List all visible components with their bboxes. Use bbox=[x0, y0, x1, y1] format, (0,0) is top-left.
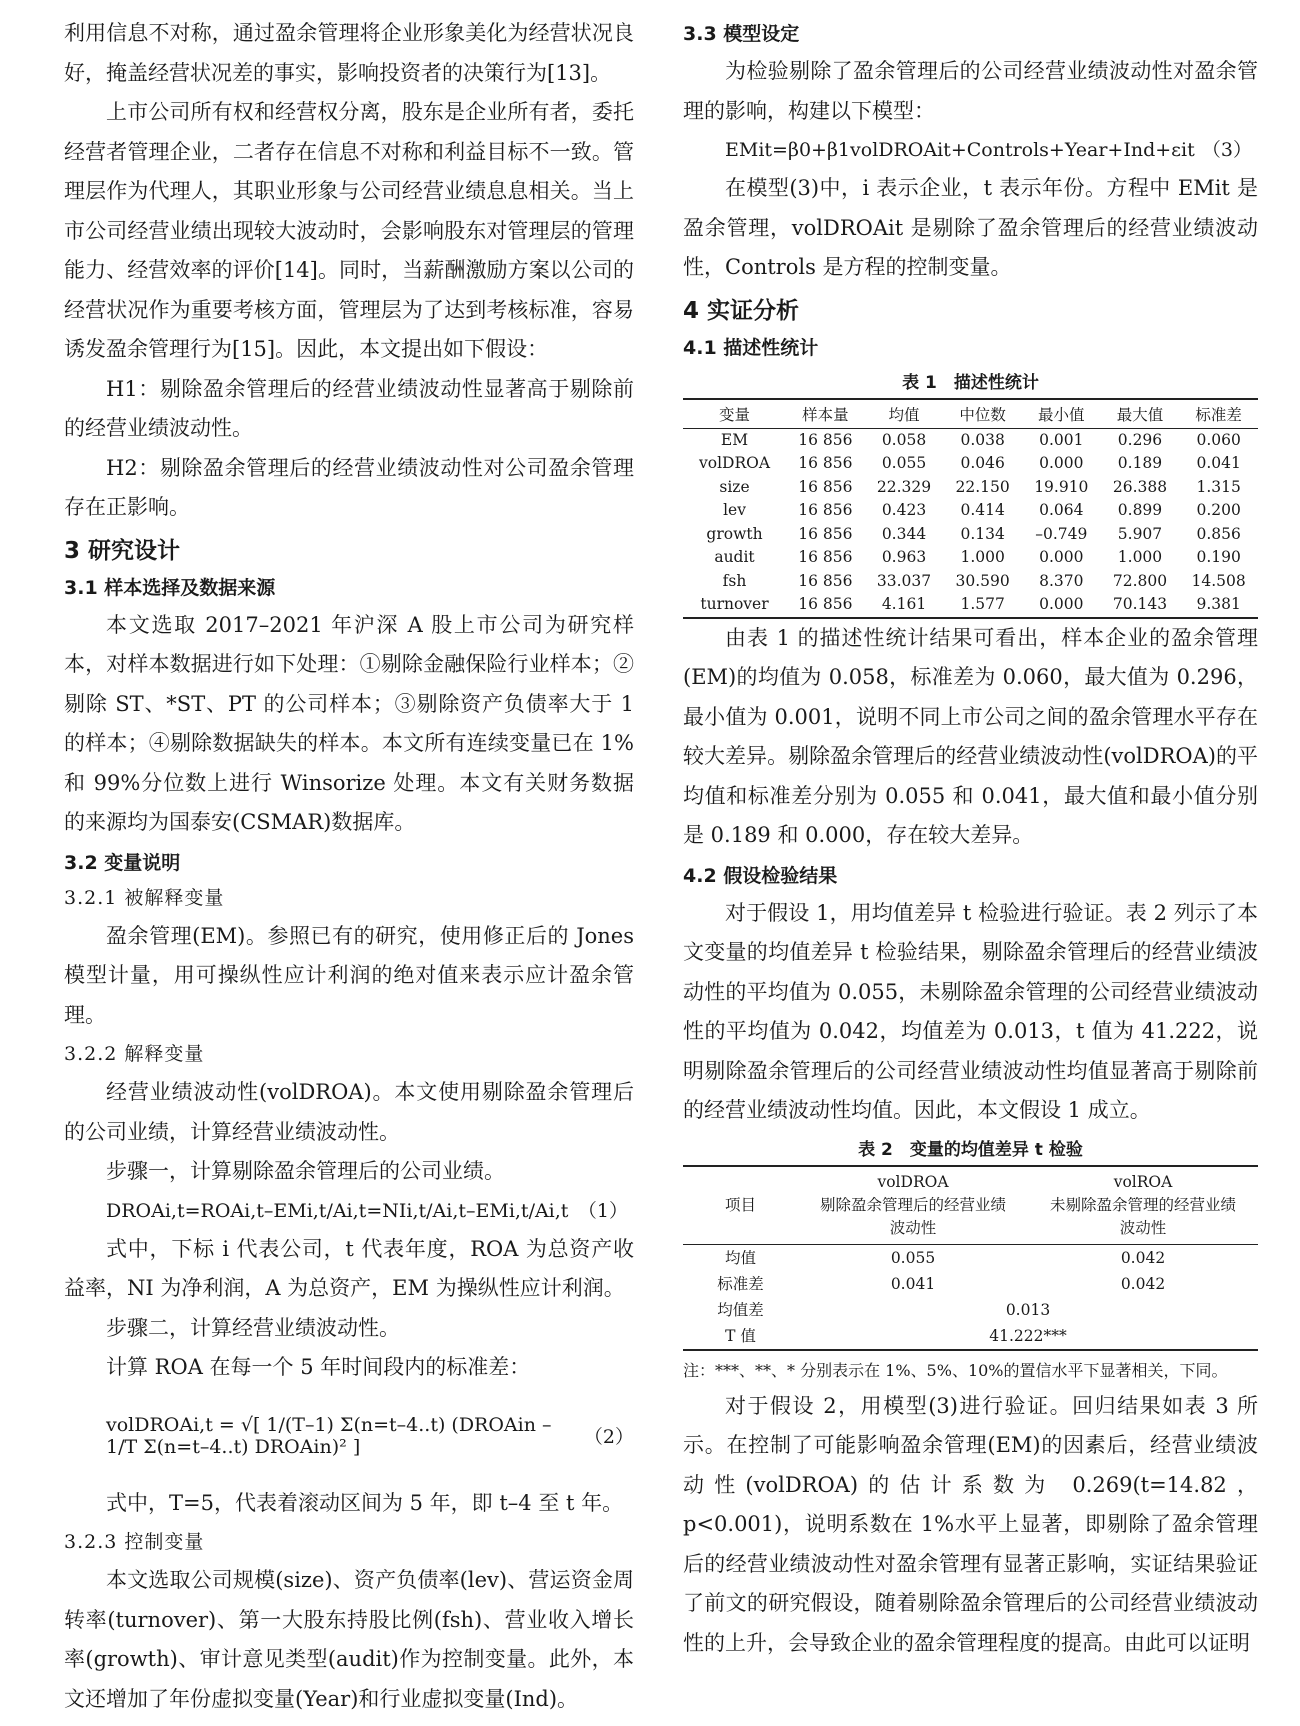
table-cell: 0.060 bbox=[1196, 430, 1241, 449]
table-cell: 9.381 bbox=[1196, 595, 1241, 613]
table-cell: 70.143 bbox=[1112, 595, 1168, 613]
table-cell: size bbox=[719, 477, 750, 496]
table-cell: 16 856 bbox=[798, 571, 853, 590]
table-cell: 0.423 bbox=[881, 501, 927, 519]
paragraph: 在模型(3)中，i 表示企业，t 表示年份。方程中 EMit 是盈余管理，volDROAit 是剔除了盈余管理后的经营业绩波动性，Controls 是方程的控制变量。 bbox=[683, 176, 1258, 279]
table-header: 最大值 bbox=[1101, 399, 1180, 429]
table-row bbox=[683, 452, 1258, 476]
table-header bbox=[798, 1166, 1028, 1245]
subsubsection-heading: 3.2.1 被解释变量 bbox=[64, 886, 225, 909]
table-cell: 0.190 bbox=[1196, 548, 1241, 566]
table-cell: 16 856 bbox=[798, 454, 853, 472]
table-row bbox=[683, 570, 1258, 594]
table-cell: 1.315 bbox=[1196, 477, 1241, 496]
table-header bbox=[1028, 1166, 1258, 1245]
table-cell: 33.037 bbox=[876, 571, 932, 590]
table-header-row bbox=[683, 399, 1258, 429]
left-column bbox=[64, 14, 634, 1719]
subsubsection-heading: 3.2.2 解释变量 bbox=[64, 1043, 205, 1065]
table-cell: 1.000 bbox=[1117, 548, 1163, 566]
table-2 bbox=[683, 1165, 1258, 1351]
table-cell: 0.041 bbox=[1196, 454, 1241, 472]
table-cell: fsh bbox=[722, 571, 747, 590]
header-line: 波动性 bbox=[889, 1218, 937, 1237]
equation-text: volDROAi,t = √[ 1/(T–1) Σ(n=t–4..t) (DROAin – 1/T Σ(n=t–4..t) DROAin)² ] bbox=[106, 1413, 552, 1458]
table-cell: 22.150 bbox=[955, 477, 1010, 496]
table-cell: 0.296 bbox=[1117, 430, 1163, 449]
table-cell: 16 856 bbox=[798, 430, 853, 449]
table-cell: 16 856 bbox=[798, 595, 853, 613]
table-cell: turnover bbox=[700, 595, 769, 613]
equation-number: （1） bbox=[577, 1199, 628, 1222]
paragraph: 利用信息不对称，通过盈余管理将企业形象美化为经营状况良好，掩盖经营状况差的事实，影响投资者的决策行为[13]。 bbox=[64, 21, 634, 85]
table-cell: 0.013 bbox=[1005, 1300, 1051, 1319]
table-cell: 14.508 bbox=[1191, 571, 1246, 590]
table-cell: 0.963 bbox=[881, 548, 927, 566]
table-row bbox=[683, 499, 1258, 523]
table-body bbox=[683, 428, 1258, 618]
paragraph: 为检验剔除了盈余管理后的公司经营业绩波动性对盈余管理的影响，构建以下模型： bbox=[683, 59, 1258, 123]
table-cell: 26.388 bbox=[1112, 477, 1168, 496]
table-cell: –0.749 bbox=[1035, 524, 1088, 543]
header-line: volDROA bbox=[877, 1172, 949, 1191]
table-cell: 0.042 bbox=[1120, 1274, 1166, 1293]
table-cell: audit bbox=[714, 548, 755, 566]
paragraph: 上市公司所有权和经营权分离，股东是企业所有者，委托经营者管理企业，二者存在信息不对称和利益目标不一致。管理层作为代理人，其职业形象与公司经营业绩息息相关。当上市公司经营业绩出现较大波动时，会影响股东对管理层的管理能力、经营效率的评价[14]。同时，当薪酬激励方案以公司的经营状况作为重要考核方面，管理层为了达到考核标准，容易诱发盈余管理行为[15]。因此，本文提出如下假设： bbox=[64, 100, 634, 361]
header-line: 未剔除盈余管理的经营业绩 bbox=[1049, 1195, 1236, 1214]
table-cell: 0.058 bbox=[881, 430, 927, 449]
subsection-heading: 4.1 描述性统计 bbox=[683, 336, 819, 359]
paragraph: 式中，下标 i 代表公司，t 代表年度，ROA 为总资产收益率，NI 为净利润，A 为总资产，EM 为操纵性应计利润。 bbox=[64, 1236, 634, 1300]
table-header: 项目 bbox=[683, 1166, 798, 1245]
table-header: 变量 bbox=[683, 399, 786, 429]
table-cell: 1.577 bbox=[960, 595, 1005, 613]
table-1-caption: 表 1 描述性统计 bbox=[902, 372, 1039, 393]
table-cell: 1.000 bbox=[960, 548, 1005, 566]
table-cell: 8.370 bbox=[1039, 571, 1084, 590]
subsubsection-heading: 3.2.3 控制变量 bbox=[64, 1531, 205, 1553]
right-column bbox=[683, 14, 1258, 1663]
table-cell: 0.055 bbox=[881, 454, 927, 472]
table-cell: 0.042 bbox=[1120, 1248, 1166, 1267]
section-heading: 3 研究设计 bbox=[64, 537, 181, 564]
hypothesis-h2: H2：剔除盈余管理后的经营业绩波动性对公司盈余管理存在正影响。 bbox=[64, 455, 634, 519]
table-cell: 16 856 bbox=[798, 548, 853, 566]
paragraph: 式中，T=5，代表着滚动区间为 5 年，即 t–4 至 t 年。 bbox=[106, 1490, 624, 1515]
table-header-row bbox=[683, 1166, 1258, 1245]
equation-text: DROAi,t=ROAi,t–EMi,t/Ai,t=NIi,t/Ai,t–EMi,t/Ai,t bbox=[106, 1199, 569, 1222]
table-cell: EM bbox=[720, 430, 749, 449]
table-cell: 5.907 bbox=[1117, 524, 1163, 543]
paragraph: 步骤二，计算经营业绩波动性。 bbox=[106, 1315, 400, 1340]
table-cell: 0.000 bbox=[1039, 548, 1084, 566]
table-row bbox=[683, 428, 1258, 452]
table-cell: 16 856 bbox=[798, 524, 853, 543]
table-cell: 0.001 bbox=[1039, 430, 1084, 449]
table-cell: lev bbox=[723, 501, 746, 519]
table-cell: 0.046 bbox=[960, 454, 1005, 472]
table-cell: 19.910 bbox=[1034, 477, 1089, 496]
table-cell: volDROA bbox=[698, 454, 771, 472]
table-header: 中位数 bbox=[943, 399, 1022, 429]
equation-number: （2） bbox=[583, 1426, 634, 1448]
table-cell: 标准差 bbox=[717, 1274, 764, 1293]
table-cell: 0.344 bbox=[881, 524, 927, 543]
table-header: 标准差 bbox=[1179, 399, 1258, 429]
paragraph: 对于假设 1，用均值差异 t 检验进行验证。表 2 列示了本文变量的均值差异 t 检验结果，剔除盈余管理后的经营业绩波动性的平均值为 0.055，未剔除盈余管理的公司经营业绩波动性的平均值为 0.042，均值差为 0.013，t 值为 41.222，说明剔除盈余管理后的公司经营业绩波动性均值显著高于剔除前的经营业绩波动性均值。因此，本文假设 1 成立。 bbox=[683, 900, 1258, 1122]
paragraph: 经营业绩波动性(volDROA)。本文使用剔除盈余管理后的公司业绩，计算经营业绩波动性。 bbox=[64, 1080, 634, 1144]
table-cell: 0.038 bbox=[960, 430, 1005, 449]
table-cell: 0.200 bbox=[1196, 501, 1241, 519]
subsection-heading: 3.1 样本选择及数据来源 bbox=[64, 576, 276, 599]
paragraph: 本文选取 2017–2021 年沪深 A 股上市公司为研究样本，对样本数据进行如下处理：①剔除金融保险行业样本；②剔除 ST、*ST、PT 的公司样本；③剔除资产负债率大于 1 的样本；④剔除数据缺失的样本。本文所有连续变量已在 1%和 99%分位数上进行 Winsorize 处理。本文有关财务数据的来源均为国泰安(CSMAR)数据库。 bbox=[64, 612, 634, 834]
table-cell: 0.414 bbox=[960, 501, 1005, 519]
table-cell: 0.899 bbox=[1117, 501, 1163, 519]
equation-1 bbox=[64, 1192, 634, 1230]
table-header: 样本量 bbox=[786, 399, 865, 429]
table-row bbox=[683, 1271, 1258, 1297]
header-line: 波动性 bbox=[1119, 1218, 1167, 1237]
table-row bbox=[683, 523, 1258, 547]
table-cell: 0.064 bbox=[1039, 501, 1084, 519]
table-row bbox=[683, 593, 1258, 618]
paragraph: 本文选取公司规模(size)、资产负债率(lev)、营运资金周转率(turnover)、第一大股东持股比例(fsh)、营业收入增长率(growth)、审计意见类型(audit)作为控制变量。此外，本文还增加了年份虚拟变量(Year)和行业虚拟变量(Ind)。 bbox=[64, 1568, 634, 1711]
table-cell: 16 856 bbox=[798, 501, 853, 519]
table-cell: 0.000 bbox=[1039, 595, 1084, 613]
paragraph: 计算 ROA 在每一个 5 年时间段内的标准差： bbox=[106, 1355, 531, 1379]
table-cell: growth bbox=[706, 524, 763, 543]
table-cell: 0.189 bbox=[1117, 454, 1163, 472]
table-note: 注：***、**、* 分别表示在 1%、5%、10%的置信水平下显著相关，下同。 bbox=[683, 1360, 1228, 1380]
equation-text: EMit=β0+β1volDROAit+Controls+Year+Ind+εit bbox=[725, 139, 1195, 161]
table-2-caption: 表 2 变量的均值差异 t 检验 bbox=[858, 1139, 1083, 1160]
table-cell: 0.041 bbox=[890, 1274, 936, 1293]
paragraph: 对于假设 2，用模型(3)进行验证。回归结果如表 3 所示。在控制了可能影响盈余管理(EM)的因素后，经营业绩波动性(volDROA)的估计系数为 0.269(t=14.82，p<0.001)，说明系数在 1%水平上显著，即剔除了盈余管理后的经营业绩波动性对盈余管理有显著正影响，实证结果验证了前文的研究假设，随着剔除盈余管理后的公司经营业绩波动性的上升，会导致企业的盈余管理程度的提高。由此可以证明 bbox=[683, 1393, 1258, 1655]
paragraph: 由表 1 的描述性统计结果可看出，样本企业的盈余管理(EM)的均值为 0.058，标准差为 0.060，最大值为 0.296，最小值为 0.001，说明不同上市公司之间的盈余管理水平存在较大差异。剔除盈余管理后的经营业绩波动性(volDROA)的平均值和标准差分别为 0.055 和 0.041，最大值和最小值分别是 0.189 和 0.000，存在较大差异。 bbox=[683, 625, 1258, 847]
subsection-heading: 3.3 模型设定 bbox=[683, 23, 800, 45]
section-heading: 4 实证分析 bbox=[683, 297, 800, 324]
table-cell: T 值 bbox=[725, 1326, 756, 1345]
table-header: 均值 bbox=[865, 399, 944, 429]
table-cell: 0.055 bbox=[890, 1248, 936, 1267]
table-cell: 0.856 bbox=[1196, 524, 1241, 543]
subsection-heading: 4.2 假设检验结果 bbox=[683, 864, 838, 887]
table-cell: 均值差 bbox=[717, 1300, 764, 1319]
table-row bbox=[683, 1244, 1258, 1271]
subsection-heading: 3.2 变量说明 bbox=[64, 851, 181, 874]
header-line: 剔除盈余管理后的经营业绩 bbox=[819, 1195, 1006, 1214]
table-cell: 0.000 bbox=[1039, 454, 1084, 472]
table-cell: 72.800 bbox=[1112, 571, 1168, 590]
table-cell: 41.222*** bbox=[989, 1326, 1067, 1345]
table-cell: 均值 bbox=[724, 1248, 756, 1267]
table-cell: 0.134 bbox=[960, 524, 1005, 543]
table-cell: 30.590 bbox=[955, 571, 1010, 590]
equation-number: （3） bbox=[1201, 139, 1252, 161]
table-row bbox=[683, 546, 1258, 570]
table-1 bbox=[683, 398, 1258, 619]
table-row bbox=[683, 476, 1258, 500]
table-cell: 4.161 bbox=[881, 595, 927, 613]
table-cell: 16 856 bbox=[798, 477, 853, 496]
paragraph: 步骤一，计算剔除盈余管理后的公司业绩。 bbox=[106, 1159, 505, 1183]
table-header: 最小值 bbox=[1022, 399, 1101, 429]
header-line: volROA bbox=[1113, 1172, 1173, 1191]
equation-2 bbox=[64, 1388, 634, 1484]
paragraph: 盈余管理(EM)。参照已有的研究，使用修正后的 Jones模型计量，用可操纵性应计利润的绝对值来表示应计盈余管理。 bbox=[64, 923, 634, 1027]
table-row bbox=[683, 1323, 1258, 1350]
equation-3 bbox=[683, 131, 1258, 169]
table-cell: 22.329 bbox=[876, 477, 932, 496]
hypothesis-h1: H1：剔除盈余管理后的经营业绩波动性显著高于剔除前的经营业绩波动性。 bbox=[64, 376, 634, 440]
table-row bbox=[683, 1297, 1258, 1323]
